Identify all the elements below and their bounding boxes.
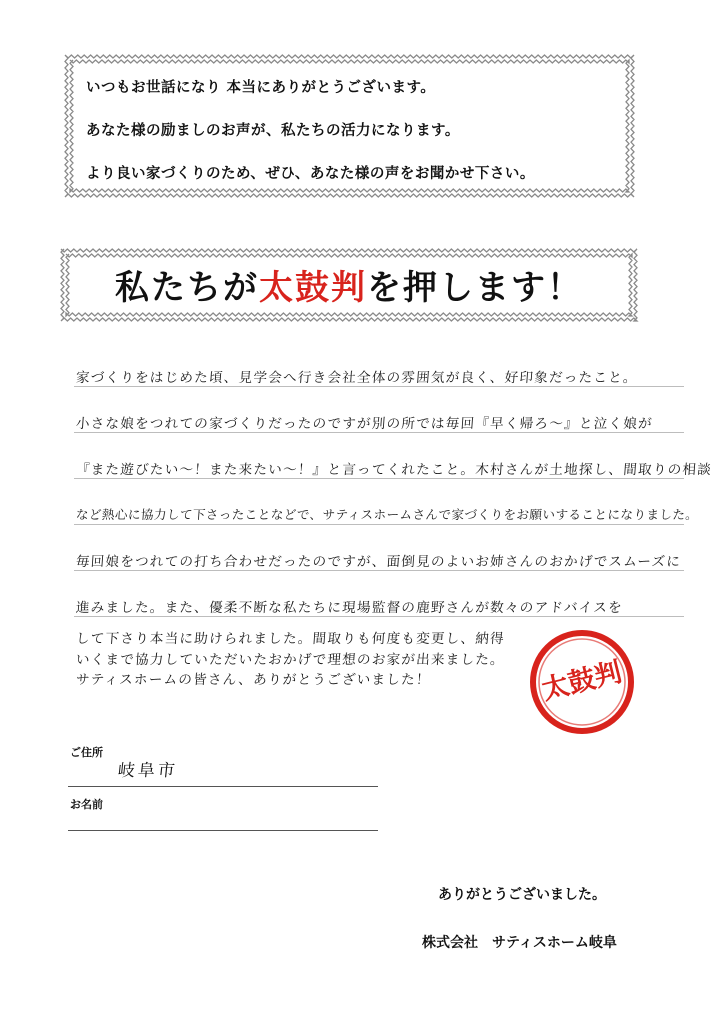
greeting-line-1: いつもお世話になり 本当にありがとうございます。 bbox=[86, 80, 436, 96]
testimonial-line: いくまで協力していただいたおかげで理想のお家が出来ました。 bbox=[75, 652, 506, 668]
name-label: お名前 bbox=[70, 798, 103, 811]
banner-title-highlight: 太鼓判 bbox=[259, 268, 367, 308]
banner-title-part2: を押します！ bbox=[367, 268, 583, 308]
testimonial-line: 進みました。また、優柔不断な私たちに現場監督の鹿野さんが数々のアドバイスを bbox=[75, 600, 624, 616]
greeting-line-3: より良い家づくりのため、ぜひ、あなた様の声をお聞かせ下さい。 bbox=[86, 166, 535, 182]
testimonial-line: して下さり本当に助けられました。間取りも何度も変更し、納得 bbox=[75, 631, 506, 647]
banner-box bbox=[58, 246, 640, 324]
testimonial-line: 家づくりをはじめた頃、見学会へ行き会社全体の雰囲気が良く、好印象だったこと。 bbox=[75, 370, 639, 386]
testimonial-line: サティスホームの皆さん、ありがとうございました！ bbox=[75, 672, 432, 688]
taikoban-stamp bbox=[528, 628, 636, 736]
testimonial-line: など熱心に協力して下さったことなどで、サティスホームさんで家づくりをお願いすることになりました。 bbox=[75, 507, 699, 522]
company-name: 株式会社 サティスホーム岐阜 bbox=[422, 935, 617, 951]
greeting-line-2: あなた様の励ましのお声が、私たちの活力になります。 bbox=[86, 123, 460, 139]
stamp-icon bbox=[528, 628, 636, 736]
banner-title-part1: 私たちが bbox=[115, 268, 259, 308]
greeting-box bbox=[62, 52, 637, 200]
closing-thanks: ありがとうございました。 bbox=[438, 887, 606, 903]
address-label: ご住所 bbox=[70, 746, 103, 759]
testimonial-line: 毎回娘をつれての打ち合わせだったのですが、面倒見のよいお姉さんのおかげでスムーズに bbox=[75, 554, 682, 570]
name-underline bbox=[68, 830, 378, 831]
testimonial-line: 小さな娘をつれての家づくりだったのですが別の所では毎回『早く帰ろ〜』と泣く娘が bbox=[75, 416, 654, 432]
banner-title bbox=[58, 260, 640, 309]
address-value: 岐阜市 bbox=[116, 761, 179, 781]
svg-text:太鼓判: 太鼓判 bbox=[538, 656, 625, 707]
testimonial-line: 『また遊びたい〜！また来たい〜！』と言ってくれたこと。木村さんが土地探し、間取りの相談 bbox=[75, 462, 713, 478]
address-underline bbox=[68, 786, 378, 787]
